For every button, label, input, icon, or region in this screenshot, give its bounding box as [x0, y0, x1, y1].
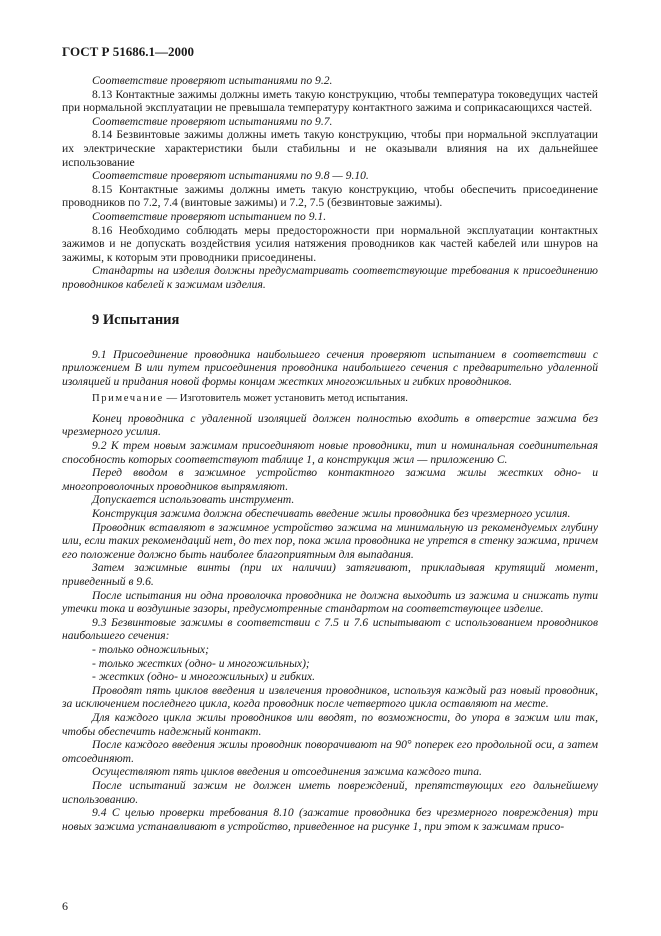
- page-number: 6: [62, 899, 68, 913]
- section-9-paragraphs: [62, 412, 598, 643]
- document-header: ГОСТ Р 51686.1—2000: [62, 44, 194, 59]
- paragraph: Затем зажимные винты (при их наличии) затягивают, прикладывая крутящий момент, приведенный в 9.6.: [62, 561, 598, 588]
- paragraph: Проводят пять циклов введения и извлечения проводников, используя каждый раз новый проводник, за исключением последнего цикла, когда проводник после четвертого цикла оставляют на месте.: [62, 683, 598, 711]
- paragraph: 8.16 Необходимо соблюдать меры предосторожности при нормальной эксплуатации контактных зажимов и не допускать воздействия усилия натяжения проводников как частей кабелей или шнуров на зажимы, к которым эти проводники присоединены.: [62, 223, 598, 264]
- list-item: - только жестких (одно- и многожильных);: [92, 656, 310, 670]
- paragraph: Соответствие проверяют испытаниями по 9.2.: [92, 74, 333, 87]
- paragraph: Соответствие проверяют испытаниями по 9.8 — 9.10.: [92, 169, 369, 183]
- paragraph: Конструкция зажима должна обеспечивать введение жилы проводника без чрезмерного усилия.: [92, 507, 571, 521]
- paragraph: 8.13 Контактные зажимы должны иметь такую конструкцию, чтобы температура токоведущих частей при нормальной эксплуатации не превышала температуру контактного зажима и соприкасающихся частей.: [62, 87, 598, 115]
- list-item: - жестких (одно- и многожильных) и гибких.: [92, 670, 316, 684]
- paragraph: 8.14 Безвинтовые зажимы должны иметь такую конструкцию, чтобы при нормальной эксплуатации их электрические характеристики были стабильны и не оказывали влияния на их дальнейшее использование: [62, 128, 598, 169]
- note-text: — Изготовитель может установить метод испытания.: [163, 393, 408, 405]
- conductor-type-list: [62, 643, 598, 684]
- paragraph: После испытаний зажим не должен иметь повреждений, препятствующих его дальнейшему использованию.: [62, 778, 598, 806]
- paragraph: Стандарты на изделия должны предусматривать соответствующие требования к присоединению проводников кабелей к зажимам изделия.: [62, 264, 598, 291]
- list-item: - только одножильных;: [92, 642, 209, 656]
- paragraph: Соответствие проверяют испытаниями по 9.7.: [92, 114, 333, 128]
- section-heading: 9 Испытания: [92, 311, 180, 328]
- paragraph: После каждого введения жилы проводник поворачивают на 90° поперек его продольной оси, а затем отсоединяют.: [62, 738, 598, 765]
- note-label: Примечание: [92, 393, 164, 405]
- paragraph: 9.4 С целью проверки требования 8.10 (зажатие проводника без чрезмерного повреждения) три новых зажима устанавливают в устройство, приведенное на рисунке 1, при этом к зажимам присо-: [62, 806, 598, 833]
- paragraph: 9.3 Безвинтовые зажимы в соответствии с 7.5 и 7.6 испытывают с использованием проводников наибольшего сечения:: [62, 615, 598, 643]
- section-9-paragraphs-cont: [62, 684, 598, 834]
- paragraph: Для каждого цикла жилы проводников или вводят, по возможности, до упора в зажим или так, чтобы обеспечить надежный контакт.: [62, 710, 598, 738]
- paragraph: 8.15 Контактные зажимы должны иметь такую конструкцию, чтобы обеспечить присоединение проводников по 7.2, 7.4 (винтовые зажимы) и 7.2, 7.5 (безвинтовые зажимы).: [62, 182, 598, 210]
- paragraph: Перед вводом в зажимное устройство контактного зажима жилы жестких одно- и многопроволочных проводников выпрямляют.: [62, 466, 598, 493]
- paragraph: После испытания ни одна проволочка проводника не должна выходить из зажима и снижать пути утечки тока и воздушные зазоры, предусмотренные стандартом на соответствующее изделие.: [62, 588, 598, 616]
- paragraph: Осуществляют пять циклов введения и отсоединения зажима каждого типа.: [92, 765, 482, 779]
- section-9-intro: [62, 348, 598, 389]
- paragraph: Соответствие проверяют испытанием по 9.1.: [92, 209, 327, 223]
- paragraph: Допускается использовать инструмент.: [92, 493, 295, 507]
- page-body: [62, 74, 598, 833]
- paragraph: 9.2 К трем новым зажимам присоединяют новые проводники, тип и номинальная соединительная способность которых соответствуют таблице 1, а конструкция жил — приложению С.: [62, 439, 598, 466]
- paragraph: Проводник вставляют в зажимное устройство зажима на минимальную из рекомендуемых глубину или, если таких рекомендаций нет, до тех пор, пока жила проводника не упрется в стенку зажима, причем его положение должно быть наиболее благоприятным для выпадания.: [62, 520, 598, 561]
- note: [62, 392, 598, 406]
- section-8-paragraphs: [62, 74, 598, 292]
- paragraph: Конец проводника с удаленной изоляцией должен полностью входить в отверстие зажима без чрезмерного усилия.: [62, 411, 598, 439]
- paragraph: 9.1 Присоединение проводника наибольшего сечения проверяют испытанием в соответствии с приложением В или путем присоединения проводника наибольшего сечения с предварительно удаленной изоляцией и придания новой формы концам жестких многожильных и гибких проводников.: [62, 347, 598, 388]
